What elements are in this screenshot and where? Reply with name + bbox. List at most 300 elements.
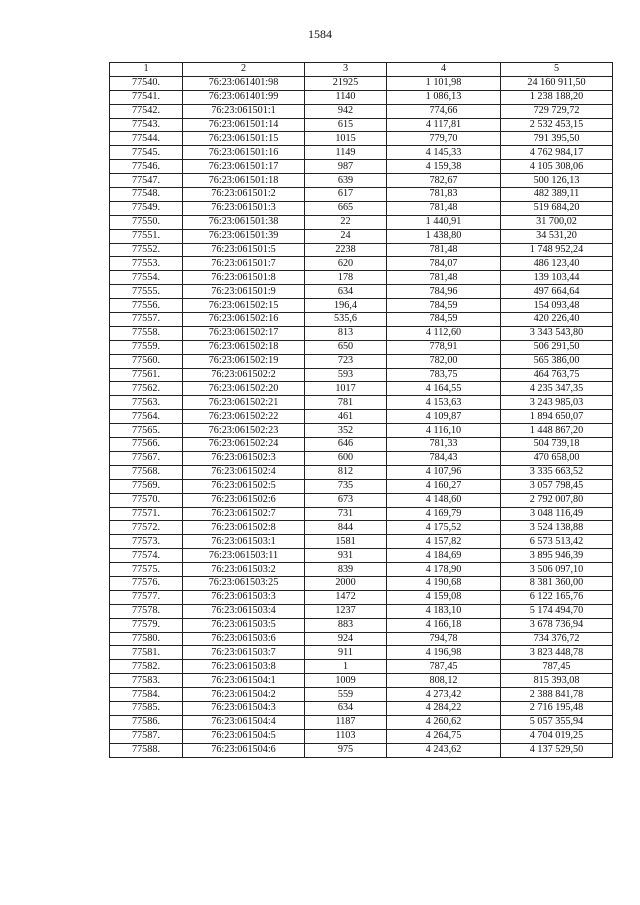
cadastral-value-cell: 5 057 355,94	[501, 715, 613, 729]
area-cell: 844	[305, 521, 387, 535]
specific-value-cell: 4 157,82	[387, 535, 501, 549]
area-cell: 883	[305, 618, 387, 632]
area-cell: 535,6	[305, 313, 387, 327]
area-cell: 1015	[305, 132, 387, 146]
table-row	[110, 701, 613, 715]
cadastral-value-cell: 4 235 347,35	[501, 382, 613, 396]
area-cell: 1149	[305, 146, 387, 160]
cadastral-number-cell: 76:23:061503:7	[183, 646, 305, 660]
area-cell: 646	[305, 438, 387, 452]
cadastral-value-cell: 519 684,20	[501, 201, 613, 215]
cadastral-number-cell: 76:23:061501:17	[183, 160, 305, 174]
table-body	[110, 76, 613, 757]
area-cell: 1103	[305, 729, 387, 743]
specific-value-cell: 779,70	[387, 132, 501, 146]
specific-value-cell: 1 440,91	[387, 215, 501, 229]
table-row	[110, 104, 613, 118]
area-cell: 1009	[305, 674, 387, 688]
specific-value-cell: 794,78	[387, 632, 501, 646]
cadastral-number-cell: 76:23:061504:1	[183, 674, 305, 688]
row-number-cell: 77568.	[110, 465, 183, 479]
cadastral-value-cell: 154 093,48	[501, 299, 613, 313]
cadastral-number-cell: 76:23:061504:6	[183, 743, 305, 757]
cadastral-value-cell: 2 792 007,80	[501, 493, 613, 507]
row-number-cell: 77573.	[110, 535, 183, 549]
table-row	[110, 354, 613, 368]
row-number-cell: 77570.	[110, 493, 183, 507]
specific-value-cell: 784,59	[387, 299, 501, 313]
cadastral-value-cell: 2 388 841,78	[501, 688, 613, 702]
specific-value-cell: 4 183,10	[387, 604, 501, 618]
row-number-cell: 77565.	[110, 424, 183, 438]
table-row	[110, 563, 613, 577]
cadastral-number-cell: 76:23:061502:21	[183, 396, 305, 410]
row-number-cell: 77540.	[110, 76, 183, 90]
cadastral-value-table	[109, 62, 613, 758]
specific-value-cell: 4 178,90	[387, 563, 501, 577]
table-row	[110, 326, 613, 340]
specific-value-cell: 4 117,81	[387, 118, 501, 132]
cadastral-value-cell: 4 105 308,06	[501, 160, 613, 174]
table-row	[110, 660, 613, 674]
table-row	[110, 743, 613, 757]
area-cell: 352	[305, 424, 387, 438]
cadastral-number-cell: 76:23:061502:17	[183, 326, 305, 340]
row-number-cell: 77577.	[110, 590, 183, 604]
cadastral-number-cell: 76:23:061501:9	[183, 285, 305, 299]
cadastral-value-cell: 1 748 952,24	[501, 243, 613, 257]
area-cell: 620	[305, 257, 387, 271]
row-number-cell: 77583.	[110, 674, 183, 688]
cadastral-number-cell: 76:23:061502:22	[183, 410, 305, 424]
row-number-cell: 77579.	[110, 618, 183, 632]
table-row	[110, 465, 613, 479]
table-row	[110, 549, 613, 563]
cadastral-number-cell: 76:23:061501:39	[183, 229, 305, 243]
cadastral-value-cell: 3 057 798,45	[501, 479, 613, 493]
cadastral-number-cell: 76:23:061501:18	[183, 174, 305, 188]
area-cell: 593	[305, 368, 387, 382]
cadastral-value-cell: 482 389,11	[501, 188, 613, 202]
cadastral-value-cell: 6 122 165,76	[501, 590, 613, 604]
area-cell: 22	[305, 215, 387, 229]
table-row	[110, 479, 613, 493]
area-cell: 1	[305, 660, 387, 674]
row-number-cell: 77567.	[110, 451, 183, 465]
specific-value-cell: 4 264,75	[387, 729, 501, 743]
table-row	[110, 201, 613, 215]
row-number-cell: 77574.	[110, 549, 183, 563]
row-number-cell: 77582.	[110, 660, 183, 674]
cadastral-value-cell: 4 704 019,25	[501, 729, 613, 743]
specific-value-cell: 783,75	[387, 368, 501, 382]
table-row	[110, 382, 613, 396]
area-cell: 942	[305, 104, 387, 118]
cadastral-number-cell: 76:23:061503:4	[183, 604, 305, 618]
specific-value-cell: 4 116,10	[387, 424, 501, 438]
row-number-cell: 77554.	[110, 271, 183, 285]
cadastral-number-cell: 76:23:061501:5	[183, 243, 305, 257]
cadastral-number-cell: 76:23:061502:3	[183, 451, 305, 465]
cadastral-value-cell: 787,45	[501, 660, 613, 674]
table-row	[110, 285, 613, 299]
area-cell: 21925	[305, 76, 387, 90]
specific-value-cell: 4 273,42	[387, 688, 501, 702]
specific-value-cell: 4 184,69	[387, 549, 501, 563]
table-row	[110, 299, 613, 313]
table-row	[110, 674, 613, 688]
table-row	[110, 438, 613, 452]
cadastral-number-cell: 76:23:061504:3	[183, 701, 305, 715]
cadastral-value-cell: 486 123,40	[501, 257, 613, 271]
area-cell: 931	[305, 549, 387, 563]
specific-value-cell: 781,33	[387, 438, 501, 452]
area-cell: 839	[305, 563, 387, 577]
table-row	[110, 688, 613, 702]
cadastral-value-cell: 497 664,64	[501, 285, 613, 299]
cadastral-number-cell: 76:23:061502:16	[183, 313, 305, 327]
table-row	[110, 729, 613, 743]
area-cell: 634	[305, 701, 387, 715]
cadastral-number-cell: 76:23:061502:2	[183, 368, 305, 382]
table-row	[110, 396, 613, 410]
area-cell: 196,4	[305, 299, 387, 313]
column-header-2: 2	[183, 63, 305, 77]
row-number-cell: 77562.	[110, 382, 183, 396]
cadastral-number-cell: 76:23:061503:5	[183, 618, 305, 632]
table-row	[110, 424, 613, 438]
area-cell: 1237	[305, 604, 387, 618]
cadastral-number-cell: 76:23:061503:1	[183, 535, 305, 549]
area-cell: 461	[305, 410, 387, 424]
cadastral-number-cell: 76:23:061502:5	[183, 479, 305, 493]
cadastral-number-cell: 76:23:061503:11	[183, 549, 305, 563]
table-row	[110, 604, 613, 618]
cadastral-number-cell: 76:23:061501:2	[183, 188, 305, 202]
table-row	[110, 90, 613, 104]
row-number-cell: 77575.	[110, 563, 183, 577]
area-cell: 600	[305, 451, 387, 465]
cadastral-number-cell: 76:23:061502:15	[183, 299, 305, 313]
table-row	[110, 493, 613, 507]
area-cell: 813	[305, 326, 387, 340]
specific-value-cell: 4 166,18	[387, 618, 501, 632]
cadastral-value-cell: 791 395,50	[501, 132, 613, 146]
cadastral-value-cell: 31 700,02	[501, 215, 613, 229]
row-number-cell: 77558.	[110, 326, 183, 340]
table-row	[110, 632, 613, 646]
row-number-cell: 77571.	[110, 507, 183, 521]
specific-value-cell: 4 159,38	[387, 160, 501, 174]
specific-value-cell: 4 112,60	[387, 326, 501, 340]
specific-value-cell: 4 159,08	[387, 590, 501, 604]
row-number-cell: 77563.	[110, 396, 183, 410]
specific-value-cell: 784,07	[387, 257, 501, 271]
cadastral-number-cell: 76:23:061504:5	[183, 729, 305, 743]
specific-value-cell: 4 153,63	[387, 396, 501, 410]
table-row	[110, 160, 613, 174]
column-header-1: 1	[110, 63, 183, 77]
specific-value-cell: 784,96	[387, 285, 501, 299]
cadastral-number-cell: 76:23:061501:1	[183, 104, 305, 118]
row-number-cell: 77545.	[110, 146, 183, 160]
cadastral-number-cell: 76:23:061502:6	[183, 493, 305, 507]
row-number-cell: 77550.	[110, 215, 183, 229]
row-number-cell: 77543.	[110, 118, 183, 132]
specific-value-cell: 787,45	[387, 660, 501, 674]
cadastral-value-cell: 5 174 494,70	[501, 604, 613, 618]
row-number-cell: 77557.	[110, 313, 183, 327]
table-row	[110, 271, 613, 285]
area-cell: 2000	[305, 576, 387, 590]
cadastral-value-cell: 1 448 867,20	[501, 424, 613, 438]
specific-value-cell: 778,91	[387, 340, 501, 354]
specific-value-cell: 4 109,87	[387, 410, 501, 424]
row-number-cell: 77542.	[110, 104, 183, 118]
cadastral-value-cell: 3 524 138,88	[501, 521, 613, 535]
row-number-cell: 77561.	[110, 368, 183, 382]
row-number-cell: 77588.	[110, 743, 183, 757]
row-number-cell: 77581.	[110, 646, 183, 660]
cadastral-value-cell: 8 381 360,00	[501, 576, 613, 590]
column-header-5: 5	[501, 63, 613, 77]
table-row	[110, 521, 613, 535]
specific-value-cell: 4 148,60	[387, 493, 501, 507]
cadastral-value-cell: 1 238 188,20	[501, 90, 613, 104]
cadastral-number-cell: 76:23:061503:2	[183, 563, 305, 577]
cadastral-value-cell: 3 895 946,39	[501, 549, 613, 563]
cadastral-number-cell: 76:23:061504:4	[183, 715, 305, 729]
row-number-cell: 77547.	[110, 174, 183, 188]
area-cell: 559	[305, 688, 387, 702]
area-cell: 1581	[305, 535, 387, 549]
table-row	[110, 618, 613, 632]
cadastral-value-cell: 729 729,72	[501, 104, 613, 118]
row-number-cell: 77541.	[110, 90, 183, 104]
area-cell: 731	[305, 507, 387, 521]
cadastral-value-cell: 565 386,00	[501, 354, 613, 368]
cadastral-number-cell: 76:23:061503:3	[183, 590, 305, 604]
row-number-cell: 77555.	[110, 285, 183, 299]
row-number-cell: 77578.	[110, 604, 183, 618]
cadastral-value-cell: 2 532 453,15	[501, 118, 613, 132]
area-cell: 924	[305, 632, 387, 646]
table-row	[110, 132, 613, 146]
cadastral-value-cell: 506 291,50	[501, 340, 613, 354]
cadastral-number-cell: 76:23:061501:8	[183, 271, 305, 285]
area-cell: 735	[305, 479, 387, 493]
area-cell: 1140	[305, 90, 387, 104]
specific-value-cell: 4 190,68	[387, 576, 501, 590]
specific-value-cell: 782,67	[387, 174, 501, 188]
cadastral-value-cell: 3 678 736,94	[501, 618, 613, 632]
table-row	[110, 243, 613, 257]
cadastral-value-cell: 3 048 116,49	[501, 507, 613, 521]
cadastral-number-cell: 76:23:061504:2	[183, 688, 305, 702]
cadastral-number-cell: 76:23:061501:16	[183, 146, 305, 160]
cadastral-number-cell: 76:23:061503:25	[183, 576, 305, 590]
row-number-cell: 77585.	[110, 701, 183, 715]
cadastral-value-cell: 3 335 663,52	[501, 465, 613, 479]
cadastral-number-cell: 76:23:061502:18	[183, 340, 305, 354]
cadastral-number-cell: 76:23:061502:7	[183, 507, 305, 521]
cadastral-value-cell: 734 376,72	[501, 632, 613, 646]
cadastral-value-cell: 4 762 984,17	[501, 146, 613, 160]
row-number-cell: 77546.	[110, 160, 183, 174]
row-number-cell: 77572.	[110, 521, 183, 535]
row-number-cell: 77564.	[110, 410, 183, 424]
cadastral-value-cell: 139 103,44	[501, 271, 613, 285]
row-number-cell: 77580.	[110, 632, 183, 646]
cadastral-value-cell: 3 506 097,10	[501, 563, 613, 577]
cadastral-value-cell: 3 343 543,80	[501, 326, 613, 340]
cadastral-value-cell: 2 716 195,48	[501, 701, 613, 715]
specific-value-cell: 4 175,52	[387, 521, 501, 535]
cadastral-value-cell: 420 226,40	[501, 313, 613, 327]
row-number-cell: 77548.	[110, 188, 183, 202]
specific-value-cell: 4 164,55	[387, 382, 501, 396]
row-number-cell: 77566.	[110, 438, 183, 452]
specific-value-cell: 774,66	[387, 104, 501, 118]
cadastral-value-cell: 470 658,00	[501, 451, 613, 465]
area-cell: 723	[305, 354, 387, 368]
area-cell: 1017	[305, 382, 387, 396]
cadastral-number-cell: 76:23:061502:20	[183, 382, 305, 396]
specific-value-cell: 4 160,27	[387, 479, 501, 493]
row-number-cell: 77587.	[110, 729, 183, 743]
table-row	[110, 576, 613, 590]
cadastral-number-cell: 76:23:061501:14	[183, 118, 305, 132]
table-row	[110, 410, 613, 424]
cadastral-value-cell: 500 126,13	[501, 174, 613, 188]
table-row	[110, 590, 613, 604]
table-row	[110, 118, 613, 132]
area-cell: 911	[305, 646, 387, 660]
specific-value-cell: 4 107,96	[387, 465, 501, 479]
table-row	[110, 188, 613, 202]
row-number-cell: 77544.	[110, 132, 183, 146]
area-cell: 1472	[305, 590, 387, 604]
area-cell: 665	[305, 201, 387, 215]
cadastral-number-cell: 76:23:061502:8	[183, 521, 305, 535]
row-number-cell: 77559.	[110, 340, 183, 354]
area-cell: 639	[305, 174, 387, 188]
area-cell: 975	[305, 743, 387, 757]
specific-value-cell: 784,59	[387, 313, 501, 327]
cadastral-number-cell: 76:23:061401:99	[183, 90, 305, 104]
row-number-cell: 77551.	[110, 229, 183, 243]
cadastral-value-cell: 1 894 650,07	[501, 410, 613, 424]
cadastral-value-cell: 4 137 529,50	[501, 743, 613, 757]
row-number-cell: 77556.	[110, 299, 183, 313]
area-cell: 617	[305, 188, 387, 202]
area-cell: 24	[305, 229, 387, 243]
row-number-cell: 77576.	[110, 576, 183, 590]
cadastral-number-cell: 76:23:061501:15	[183, 132, 305, 146]
column-header-3: 3	[305, 63, 387, 77]
area-cell: 615	[305, 118, 387, 132]
area-cell: 987	[305, 160, 387, 174]
cadastral-number-cell: 76:23:061401:98	[183, 76, 305, 90]
cadastral-value-cell: 464 763,75	[501, 368, 613, 382]
cadastral-value-cell: 6 573 513,42	[501, 535, 613, 549]
specific-value-cell: 4 169,79	[387, 507, 501, 521]
row-number-cell: 77569.	[110, 479, 183, 493]
table-row	[110, 146, 613, 160]
table-row	[110, 451, 613, 465]
table-row	[110, 507, 613, 521]
row-number-cell: 77560.	[110, 354, 183, 368]
cadastral-value-cell: 815 393,08	[501, 674, 613, 688]
specific-value-cell: 4 243,62	[387, 743, 501, 757]
specific-value-cell: 781,48	[387, 271, 501, 285]
table-row	[110, 368, 613, 382]
area-cell: 634	[305, 285, 387, 299]
specific-value-cell: 4 196,98	[387, 646, 501, 660]
header-row	[110, 63, 613, 77]
table-row	[110, 646, 613, 660]
specific-value-cell: 4 260,62	[387, 715, 501, 729]
area-cell: 1187	[305, 715, 387, 729]
page-number: 1584	[308, 27, 332, 41]
specific-value-cell: 1 086,13	[387, 90, 501, 104]
table-row	[110, 715, 613, 729]
cadastral-number-cell: 76:23:061501:38	[183, 215, 305, 229]
specific-value-cell: 808,12	[387, 674, 501, 688]
specific-value-cell: 1 438,80	[387, 229, 501, 243]
table-row	[110, 215, 613, 229]
cadastral-number-cell: 76:23:061501:3	[183, 201, 305, 215]
cadastral-value-cell: 24 160 911,50	[501, 76, 613, 90]
cadastral-value-cell: 504 739,18	[501, 438, 613, 452]
row-number-cell: 77586.	[110, 715, 183, 729]
area-cell: 673	[305, 493, 387, 507]
cadastral-value-cell: 34 531,20	[501, 229, 613, 243]
area-cell: 650	[305, 340, 387, 354]
specific-value-cell: 1 101,98	[387, 76, 501, 90]
specific-value-cell: 784,43	[387, 451, 501, 465]
cadastral-number-cell: 76:23:061503:8	[183, 660, 305, 674]
specific-value-cell: 781,83	[387, 188, 501, 202]
table-row	[110, 257, 613, 271]
row-number-cell: 77553.	[110, 257, 183, 271]
specific-value-cell: 782,00	[387, 354, 501, 368]
specific-value-cell: 4 284,22	[387, 701, 501, 715]
specific-value-cell: 781,48	[387, 243, 501, 257]
area-cell: 178	[305, 271, 387, 285]
cadastral-number-cell: 76:23:061501:7	[183, 257, 305, 271]
table-header	[110, 63, 613, 77]
table-row	[110, 340, 613, 354]
row-number-cell: 77584.	[110, 688, 183, 702]
specific-value-cell: 781,48	[387, 201, 501, 215]
cadastral-number-cell: 76:23:061502:23	[183, 424, 305, 438]
area-cell: 812	[305, 465, 387, 479]
row-number-cell: 77552.	[110, 243, 183, 257]
table-row	[110, 76, 613, 90]
area-cell: 781	[305, 396, 387, 410]
table-row	[110, 313, 613, 327]
row-number-cell: 77549.	[110, 201, 183, 215]
table-row	[110, 174, 613, 188]
cadastral-value-cell: 3 823 448,78	[501, 646, 613, 660]
cadastral-number-cell: 76:23:061502:4	[183, 465, 305, 479]
cadastral-number-cell: 76:23:061503:6	[183, 632, 305, 646]
column-header-4: 4	[387, 63, 501, 77]
cadastral-number-cell: 76:23:061502:24	[183, 438, 305, 452]
cadastral-value-cell: 3 243 985,03	[501, 396, 613, 410]
specific-value-cell: 4 145,33	[387, 146, 501, 160]
